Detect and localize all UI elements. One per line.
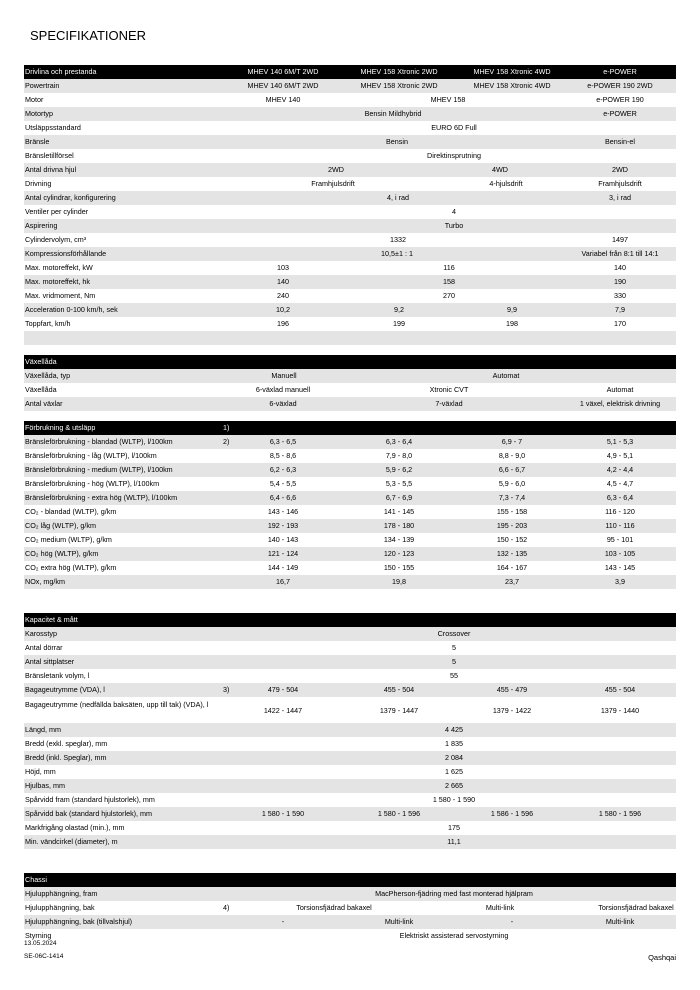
spec-value: 110 - 116 [605, 521, 635, 530]
spec-row [24, 289, 676, 303]
spec-row [24, 219, 676, 233]
spec-value: 6,3 - 6,5 [269, 437, 297, 446]
spec-value: 103 [277, 263, 289, 272]
spec-value: 134 - 139 [383, 535, 415, 544]
spec-value: 170 [614, 319, 626, 328]
spec-value: 5,9 - 6,0 [498, 479, 526, 488]
spec-value: Framhjulsdrift [598, 179, 642, 188]
spec-value: 6,9 - 7 [501, 437, 523, 446]
spec-value: 455 - 479 [496, 685, 528, 694]
spec-label: Drivning [25, 179, 52, 188]
spec-row [24, 779, 676, 793]
section-gap [24, 411, 676, 421]
spec-value: 1 580 - 1 596 [377, 809, 421, 818]
spec-row [24, 807, 676, 821]
spec-value: 19,8 [392, 577, 406, 586]
spec-value: 240 [277, 291, 289, 300]
spec-row [24, 835, 676, 849]
spec-value: 116 - 120 [605, 507, 635, 516]
spec-label: Bränsle [25, 137, 50, 146]
spec-value: 195 - 203 [496, 521, 528, 530]
spec-value: 8,8 - 9,0 [498, 451, 526, 460]
spec-value: Direktinsprutning [427, 151, 481, 160]
spec-label: Bränsleförbrukning - låg (WLTP), l/100km [25, 451, 157, 460]
spec-value: 4,2 - 4,4 [606, 465, 634, 474]
spec-row [24, 793, 676, 807]
spec-label: CO₂ extra hög (WLTP), g/km [25, 563, 117, 572]
spec-label: Motor [25, 95, 44, 104]
spec-value: - [510, 917, 514, 926]
spec-label: Hjulbas, mm [25, 781, 65, 790]
spec-value: 1497 [612, 235, 628, 244]
spec-label: NOx, mg/km [25, 577, 65, 586]
footer-model: Qashqai [648, 953, 676, 962]
spec-row [24, 435, 676, 449]
spec-label: Bredd (exkl. speglar), mm [25, 739, 108, 748]
spec-label: Spårvidd fram (standard hjulstorlek), mm [25, 795, 155, 804]
spec-value: 23,7 [505, 577, 519, 586]
spec-value: Elektriskt assisterad servostyrning [399, 931, 509, 940]
spec-value: e-POWER 190 2WD [587, 81, 653, 90]
spec-value: 103 - 105 [604, 549, 636, 558]
spec-value: 192 - 193 [267, 521, 299, 530]
spec-label: Cylindervolym, cm³ [25, 235, 87, 244]
spec-row [24, 561, 676, 575]
spec-value: 164 - 167 [496, 563, 528, 572]
section-title: Chassi [25, 875, 47, 884]
spec-value: 1332 [390, 235, 406, 244]
column-header: e-POWER [603, 67, 637, 76]
spec-footnote: 3) [223, 685, 230, 694]
column-header: MHEV 140 6M/T 2WD [247, 67, 319, 76]
spec-value: MHEV 158 [430, 95, 466, 104]
spec-row [24, 589, 676, 603]
spec-value: 2 665 [445, 781, 463, 790]
spec-value: 5,4 - 5,5 [269, 479, 297, 488]
spec-value: 6,4 - 6,6 [269, 493, 297, 502]
footer-date: 13.05.2024 [24, 940, 57, 947]
spec-value: 4-hjulsdrift [489, 179, 523, 188]
spec-row [24, 233, 676, 247]
spec-value: 9,2 [394, 305, 404, 314]
spec-row [24, 575, 676, 589]
spec-value: 1379 - 1422 [492, 706, 532, 715]
spec-value: 6,7 - 6,9 [385, 493, 413, 502]
spec-value: 6-växlad manuell [255, 385, 311, 394]
spec-label: Hjulupphängning, bak [25, 903, 95, 912]
spec-value: 1 växel, elektrisk drivning [579, 399, 661, 408]
spec-value: 4 425 [445, 725, 463, 734]
spec-value: 150 - 155 [383, 563, 415, 572]
spec-value: Manuell [271, 371, 297, 380]
spec-value: - [281, 917, 285, 926]
spec-value: 7-växlad [435, 399, 463, 408]
spec-row [24, 303, 676, 317]
spec-row [24, 449, 676, 463]
spec-value: 11,1 [447, 837, 461, 846]
section-title: Kapacitet & mått [25, 615, 78, 624]
section-header [24, 613, 676, 627]
spec-row [24, 547, 676, 561]
section-title: Drivlina och prestanda [25, 67, 97, 76]
spec-label: Längd, mm [25, 725, 61, 734]
spec-value: 455 - 504 [604, 685, 636, 694]
spec-row [24, 121, 676, 135]
section-header [24, 873, 676, 887]
spec-row [24, 477, 676, 491]
spec-row [24, 519, 676, 533]
spec-value: 4WD [492, 165, 508, 174]
spec-label: Aspirering [25, 221, 58, 230]
spec-row [24, 765, 676, 779]
section-header [24, 355, 676, 369]
spec-label: Bränsleförbrukning - extra hög (WLTP), l/100km [25, 493, 178, 502]
spec-row [24, 79, 676, 93]
spec-value: 143 - 146 [267, 507, 299, 516]
spec-row [24, 655, 676, 669]
spec-value: 1 580 - 1 596 [598, 809, 642, 818]
spec-value: Torsionsfjädrad bakaxel [296, 903, 372, 912]
spec-value: 150 - 152 [496, 535, 528, 544]
spec-label: Kompressionsförhållande [25, 249, 107, 258]
spec-row [24, 149, 676, 163]
spec-value: 1 586 - 1 596 [490, 809, 534, 818]
spec-value: 3, i rad [609, 193, 631, 202]
spec-value: 1379 - 1447 [379, 706, 419, 715]
spec-label: Bränsleförbrukning - blandad (WLTP), l/100km [25, 437, 173, 446]
spec-value: 140 [614, 263, 626, 272]
spec-value: 6-växlad [269, 399, 297, 408]
spec-row [24, 275, 676, 289]
spec-label: Acceleration 0-100 km/h, sek [25, 305, 118, 314]
spec-value: 158 [443, 277, 455, 286]
spec-value: 155 - 158 [496, 507, 528, 516]
spec-value: 8,5 - 8,6 [269, 451, 297, 460]
section-header [24, 421, 676, 435]
spec-label: Växellåda [25, 385, 57, 394]
spec-row [24, 369, 676, 383]
section-gap [24, 863, 676, 873]
spec-value: Framhjulsdrift [311, 179, 355, 188]
spec-value: Torsionsfjädrad bakaxel [598, 903, 674, 912]
section-title: Förbrukning & utsläpp [25, 423, 96, 432]
spec-label: Bagageutrymme (VDA), l [25, 685, 105, 694]
spec-value: MHEV 158 Xtronic 4WD [473, 81, 551, 90]
spec-value: 1 625 [445, 767, 463, 776]
spec-value: Xtronic CVT [429, 385, 469, 394]
spec-value: 55 [450, 671, 458, 680]
spec-label: Spårvidd bak (standard hjulstorlek), mm [25, 809, 153, 818]
spec-value: Automat [492, 371, 520, 380]
spec-value: 196 [277, 319, 289, 328]
spec-row [24, 849, 676, 863]
section-gap [24, 345, 676, 355]
spec-row [24, 331, 676, 345]
spec-row [24, 641, 676, 655]
section-footnote: 1) [223, 423, 230, 432]
footer-code: SE-06C-1414 [24, 953, 64, 960]
spec-value: MacPherson-fjädring med fast monterad hjälpram [375, 889, 533, 898]
spec-label: Hjulupphängning, bak (tillvalshjul) [25, 917, 133, 926]
spec-value: 120 - 123 [383, 549, 415, 558]
column-header: MHEV 158 Xtronic 2WD [360, 67, 438, 76]
spec-label: CO₂ hög (WLTP), g/km [25, 549, 99, 558]
spec-value: 175 [448, 823, 460, 832]
spec-row [24, 737, 676, 751]
spec-value: 143 - 145 [604, 563, 636, 572]
spec-label: Bränsletank volym, l [25, 671, 90, 680]
spec-value: 4,9 - 5,1 [606, 451, 634, 460]
spec-label: Min. vändcirkel (diameter), m [25, 837, 118, 846]
spec-value: MHEV 140 6M/T 2WD [247, 81, 319, 90]
spec-value: 270 [443, 291, 455, 300]
spec-value: 7,9 [615, 305, 625, 314]
spec-label: Bränsletillförsel [25, 151, 74, 160]
spec-value: 95 - 101 [606, 535, 634, 544]
spec-row [24, 915, 676, 929]
spec-value: MHEV 140 [265, 95, 301, 104]
spec-value: 1 580 - 1 590 [261, 809, 305, 818]
spec-value: e-POWER [603, 109, 637, 118]
spec-value: 455 - 504 [383, 685, 415, 694]
spec-value: 7,9 - 8,0 [385, 451, 413, 460]
spec-value: 1 580 - 1 590 [432, 795, 476, 804]
spec-value: 2WD [328, 165, 344, 174]
spec-value: 5,3 - 5,5 [385, 479, 413, 488]
spec-row [24, 463, 676, 477]
spec-row [24, 261, 676, 275]
spec-row [24, 723, 676, 737]
spec-value: EURO 6D Full [431, 123, 477, 132]
spec-value: 198 [506, 319, 518, 328]
spec-label: CO₂ - blandad (WLTP), g/km [25, 507, 117, 516]
page-title: SPECIFIKATIONER [30, 28, 147, 43]
spec-row [24, 887, 676, 901]
spec-value: 7,3 - 7,4 [498, 493, 526, 502]
spec-value: Bensin-el [605, 137, 635, 146]
spec-row [24, 669, 676, 683]
spec-label: Bredd (inkl. Speglar), mm [25, 753, 107, 762]
spec-value: 144 - 149 [267, 563, 299, 572]
spec-label: Max. vridmoment, Nm [25, 291, 96, 300]
spec-value: 132 - 135 [496, 549, 528, 558]
spec-label: Bränsleförbrukning - hög (WLTP), l/100km [25, 479, 160, 488]
spec-row [24, 751, 676, 765]
spec-row [24, 533, 676, 547]
spec-value: 178 - 180 [383, 521, 415, 530]
section-header [24, 65, 676, 79]
spec-value: 2 084 [445, 753, 463, 762]
spec-value: Multi-link [384, 917, 414, 926]
spec-label: Markfrigång olastad (min.), mm [25, 823, 125, 832]
section-gap [24, 603, 676, 613]
spec-value: 4, i rad [387, 193, 409, 202]
spec-label: Max. motoreffekt, hk [25, 277, 90, 286]
spec-value: 6,2 - 6,3 [269, 465, 297, 474]
spec-row [24, 383, 676, 397]
spec-value: Multi-link [605, 917, 635, 926]
spec-row [24, 627, 676, 641]
spec-value: 1422 - 1447 [263, 706, 303, 715]
section-title: Växellåda [25, 357, 57, 366]
spec-value: Bensin [386, 137, 408, 146]
spec-row [24, 901, 676, 915]
spec-value: Turbo [444, 221, 464, 230]
spec-value: 330 [614, 291, 626, 300]
spec-value: 141 - 145 [383, 507, 415, 516]
spec-table [24, 65, 676, 943]
spec-row [24, 191, 676, 205]
spec-value: Bensin Mildhybrid [364, 109, 422, 118]
spec-value: MHEV 158 Xtronic 2WD [360, 81, 438, 90]
spec-row [24, 491, 676, 505]
spec-value: Variabel från 8:1 till 14:1 [581, 249, 659, 258]
spec-row [24, 247, 676, 261]
spec-value: 1 835 [445, 739, 463, 748]
spec-label: Ventiler per cylinder [25, 207, 89, 216]
column-header: MHEV 158 Xtronic 4WD [473, 67, 551, 76]
spec-row [24, 929, 676, 943]
spec-label: Hjulupphängning, fram [25, 889, 98, 898]
spec-value: Automat [606, 385, 634, 394]
spec-value: 1379 - 1440 [600, 706, 640, 715]
spec-label: Toppfart, km/h [25, 319, 71, 328]
spec-value: 121 - 124 [267, 549, 299, 558]
spec-value: 479 - 504 [267, 685, 299, 694]
spec-row [24, 93, 676, 107]
spec-label: Motortyp [25, 109, 53, 118]
spec-value: 116 [443, 263, 455, 272]
spec-value: 199 [393, 319, 405, 328]
spec-value: 16,7 [276, 577, 290, 586]
spec-row [24, 505, 676, 519]
spec-value: 9,9 [507, 305, 517, 314]
spec-row [24, 107, 676, 121]
spec-label: Antal cylindrar, konfigurering [25, 193, 116, 202]
spec-footnote: 4) [223, 903, 230, 912]
spec-value: 190 [614, 277, 626, 286]
spec-label: Utsläppsstandard [25, 123, 81, 132]
spec-label: Bränsleförbrukning - medium (WLTP), l/100km [25, 465, 173, 474]
spec-label: Höjd, mm [25, 767, 56, 776]
spec-value: Crossover [437, 629, 471, 638]
spec-row [24, 397, 676, 411]
spec-value: 6,6 - 6,7 [498, 465, 526, 474]
spec-value: 4 [452, 207, 456, 216]
spec-value: 2WD [612, 165, 628, 174]
spec-row [24, 135, 676, 149]
spec-label: Powertrain [25, 81, 60, 90]
spec-row [24, 821, 676, 835]
spec-value: 6,3 - 6,4 [606, 493, 634, 502]
spec-value: 140 [277, 277, 289, 286]
spec-value: Multi-link [485, 903, 515, 912]
spec-row [24, 683, 676, 697]
spec-label: Max. motoreffekt, kW [25, 263, 93, 272]
spec-row [24, 697, 676, 723]
spec-row [24, 163, 676, 177]
spec-label: Antal dörrar [25, 643, 63, 652]
spec-footnote: 2) [223, 437, 230, 446]
spec-value: 5,1 - 5,3 [606, 437, 634, 446]
spec-label: Antal växlar [25, 399, 63, 408]
spec-label: Karosstyp [25, 629, 57, 638]
spec-value: 140 - 143 [267, 535, 299, 544]
spec-value: 10,2 [276, 305, 290, 314]
spec-label: Bagageutrymme (nedfällda baksäten, upp till tak) (VDA), l [25, 700, 209, 709]
spec-row [24, 317, 676, 331]
spec-label: Antal sittplatser [25, 657, 75, 666]
spec-value: 5 [452, 643, 456, 652]
spec-label: CO₂ låg (WLTP), g/km [25, 521, 96, 530]
spec-value: 6,3 - 6,4 [385, 437, 413, 446]
spec-label: CO₂ medium (WLTP), g/km [25, 535, 112, 544]
spec-value: 5 [452, 657, 456, 666]
spec-value: 3,9 [615, 577, 625, 586]
spec-label: Styrning [25, 931, 52, 940]
spec-row [24, 177, 676, 191]
spec-row [24, 205, 676, 219]
spec-value: 4,5 - 4,7 [606, 479, 634, 488]
spec-value: 5,9 - 6,2 [385, 465, 413, 474]
spec-value: 10,5±1 : 1 [381, 249, 413, 258]
spec-value: e-POWER 190 [596, 95, 644, 104]
spec-label: Växellåda, typ [25, 371, 71, 380]
spec-label: Antal drivna hjul [25, 165, 77, 174]
